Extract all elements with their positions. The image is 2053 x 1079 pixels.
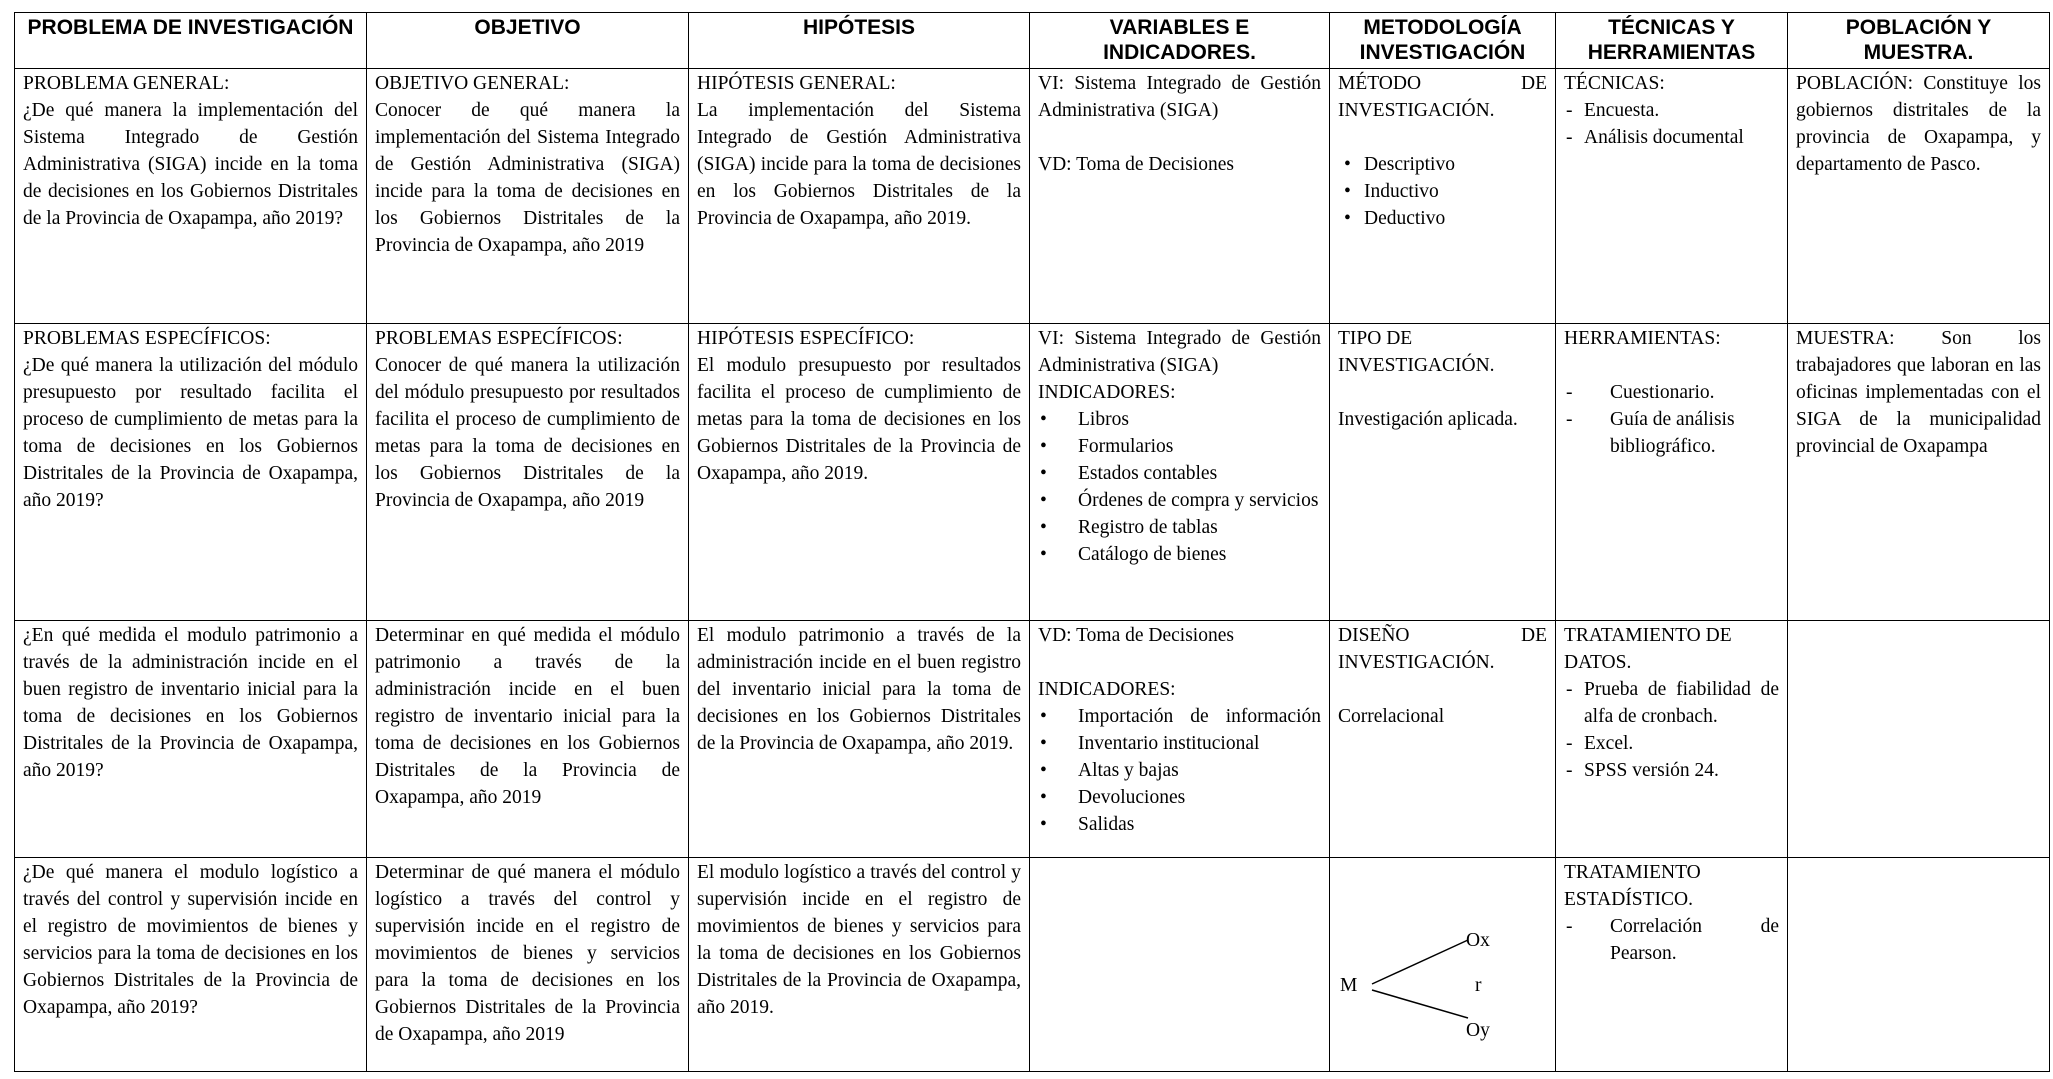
cell-variables-vi [1030,324,1330,621]
cell-text: ¿De qué manera el modulo logístico a través del control y supervisión incide en el registro de movimientos de bienes y servicios para la toma de decisiones en los Gobiernos Distritales de la Provincia de Oxapampa, año 2019? [23,862,358,1018]
cell-empty [1030,858,1330,1072]
cell-title: TÉCNICAS: [1564,73,1665,94]
cell-title: MÉTODO DE INVESTIGACIÓN. [1338,73,1547,121]
header-poblacion: POBLACIÓN Y MUESTRA. [1788,13,2050,69]
cell-title: HIPÓTESIS GENERAL: [697,73,896,94]
list-item: • Formularios [1038,433,1321,460]
diagram-label-ox: Ox [1466,930,1490,951]
cell-text: Correlacional [1338,706,1445,727]
cell-title: PROBLEMAS ESPECÍFICOS: [375,328,623,349]
cell-title: PROBLEMA GENERAL: [23,73,230,94]
diagram-lines [1338,877,1558,1067]
list-item: • Órdenes de compra y servicios [1038,487,1321,514]
cell-herramientas [1556,324,1788,621]
cell-title: INDICADORES: [1038,382,1176,403]
indicadores-list [1038,406,1321,568]
header-row [15,13,2050,69]
diagram-label-r: r [1475,975,1482,996]
cell-title: DISEÑO DE INVESTIGACIÓN. [1338,625,1547,673]
diagram-line-oy [1372,990,1468,1018]
cell-objetivo-4 [367,858,689,1072]
cell-title: INDICADORES: [1038,679,1176,700]
cell-text: POBLACIÓN: Constituye los gobiernos distritales de la provincia de Oxapampa, y departamento de Pasco. [1796,73,2041,175]
list-item: - Excel. [1564,730,1779,757]
cell-text: ¿De qué manera la implementación del Sistema Integrado de Gestión Administrativa (SIGA) incide en la toma de decisiones en los Gobiernos Distritales de la Provincia de Oxapampa, año 2019? [23,100,358,229]
list-item: - Prueba de fiabilidad de alfa de cronbach. [1564,676,1779,730]
cell-text: Determinar de qué manera el módulo logístico a través del control y supervisión incide en el registro de movimientos de bienes y servicios para la toma de decisiones en los Gobiernos Distritales de la Provincia de Oxapampa, año 2019 [375,862,680,1045]
list-item: • Altas y bajas [1038,757,1321,784]
cell-title: OBJETIVO GENERAL: [375,73,570,94]
list-item: • Salidas [1038,811,1321,838]
diagram-line-ox [1372,940,1468,984]
table-row [15,69,2050,324]
list-item: - Guía de análisis bibliográfico. [1564,406,1779,460]
cell-title: TRATAMIENTO DE DATOS. [1564,625,1732,673]
cell-metodo [1330,69,1556,324]
cell-title: TIPO DE INVESTIGACIÓN. [1338,328,1495,376]
cell-empty [1788,858,2050,1072]
tecnicas-list [1564,97,1779,151]
cell-text: El modulo logístico a través del control y supervisión incide en el registro de movimientos de bienes y servicios para la toma de decisiones en los Gobiernos Distritales de la Provincia de Oxapampa, año 2019. [697,862,1021,1018]
cell-problemas-especificos [15,324,367,621]
cell-title: HERRAMIENTAS: [1564,328,1721,349]
header-hipotesis: HIPÓTESIS [689,13,1030,69]
cell-title: TRATAMIENTO ESTADÍSTICO. [1564,862,1701,910]
table-row [15,324,2050,621]
cell-text: El modulo patrimonio a través de la administración incide en el buen registro del inventario inicial para la toma de decisiones en los Gobiernos Distritales de la Provincia de Oxapampa, año 2019. [697,625,1021,754]
cell-title: HIPÓTESIS ESPECÍFICO: [697,328,915,349]
variable-vd: VD: Toma de Decisiones [1038,154,1234,175]
cell-problema-4 [15,858,367,1072]
cell-objetivo-general [367,69,689,324]
list-item: - SPSS versión 24. [1564,757,1779,784]
cell-muestra [1788,324,2050,621]
list-item: • Inductivo [1338,178,1547,205]
tratamiento-list [1564,676,1779,784]
table-row [15,621,2050,858]
list-item: • Estados contables [1038,460,1321,487]
cell-text: Determinar en qué medida el módulo patrimonio a través de la administración incide en el buen registro de inventario inicial para la toma de decisiones en los Gobiernos Distritales de la Provincia de Oxapampa, año 2019 [375,625,680,808]
cell-tratamiento-estadistico [1556,858,1788,1072]
indicadores-list [1038,703,1321,838]
list-item: • Catálogo de bienes [1038,541,1321,568]
cell-variables [1030,69,1330,324]
list-item: - Cuestionario. [1564,379,1779,406]
cell-tratamiento-datos [1556,621,1788,858]
cell-text: Conocer de qué manera la implementación del Sistema Integrado de Gestión Administrativa (SIGA) incide para la toma de decisiones en los Gobiernos Distritales de la Provincia de Oxapampa, año 2019 [375,100,680,256]
list-item: • Devoluciones [1038,784,1321,811]
cell-hipotesis-4 [689,858,1030,1072]
list-item: • Libros [1038,406,1321,433]
cell-text: Conocer de qué manera la utilización del módulo presupuesto por resultados facilita el proceso de cumplimiento de metas para la toma de decisiones en los Gobiernos Distritales de la Provincia de Oxapampa, año 2019 [375,355,680,511]
variable-vi: VI: Sistema Integrado de Gestión Administrativa (SIGA) [1038,73,1321,121]
cell-text: Investigación aplicada. [1338,409,1518,430]
consistency-matrix-table [14,12,2050,1072]
estadistico-list [1564,913,1779,967]
cell-text: ¿De qué manera la utilización del módulo presupuesto por resultado facilita el proceso de cumplimiento de metas para la toma de decisiones en los Gobiernos Distritales de la Provincia de Oxapampa, año 2019? [23,355,358,511]
list-item: • Descriptivo [1338,151,1547,178]
metodo-list [1338,151,1547,232]
cell-text: ¿En qué medida el modulo patrimonio a través de la administración incide en el buen registro de inventario inicial para la toma de decisiones en los Gobiernos Distritales de la Provincia de Oxapampa, año 2019? [23,625,358,781]
cell-problema-3 [15,621,367,858]
list-item: - Análisis documental [1564,124,1779,151]
list-item: • Deductivo [1338,205,1547,232]
header-metodologia: METODOLOGÍA INVESTIGACIÓN [1330,13,1556,69]
cell-problema-general [15,69,367,324]
cell-text: La implementación del Sistema Integrado de Gestión Administrativa (SIGA) incide para la toma de decisiones en los Gobiernos Distritales de la Provincia de Oxapampa, año 2019. [697,100,1021,229]
list-item: • Registro de tablas [1038,514,1321,541]
correlation-diagram [1338,877,1558,1067]
cell-variables-vd [1030,621,1330,858]
list-item: • Importación de información [1038,703,1321,730]
cell-objetivos-especificos [367,324,689,621]
header-problema: PROBLEMA DE INVESTIGACIÓN [15,13,367,69]
cell-hipotesis-3 [689,621,1030,858]
cell-poblacion [1788,69,2050,324]
cell-diseno [1330,621,1556,858]
cell-objetivo-3 [367,621,689,858]
cell-hipotesis-especifico [689,324,1030,621]
cell-tipo [1330,324,1556,621]
variable-vi: VI: Sistema Integrado de Gestión Administrativa (SIGA) [1038,328,1321,376]
cell-text: El modulo presupuesto por resultados facilita el proceso de cumplimiento de metas para la toma de decisiones en los Gobiernos Distritales de la Provincia de Oxapampa, año 2019. [697,355,1021,484]
diagram-label-m: M [1340,975,1358,996]
cell-hipotesis-general [689,69,1030,324]
cell-text: MUESTRA: Son los trabajadores que laboran en las oficinas implementadas con el SIGA de la municipalidad provincial de Oxapampa [1796,328,2041,457]
header-variables: VARIABLES E INDICADORES. [1030,13,1330,69]
cell-title: PROBLEMAS ESPECÍFICOS: [23,328,271,349]
cell-empty [1788,621,2050,858]
list-item: - Correlación de Pearson. [1564,913,1779,967]
diagram-label-oy: Oy [1466,1020,1490,1041]
list-item: - Encuesta. [1564,97,1779,124]
variable-vd: VD: Toma de Decisiones [1038,625,1234,646]
header-objetivo: OBJETIVO [367,13,689,69]
cell-diagram [1330,858,1556,1072]
list-item: • Inventario institucional [1038,730,1321,757]
header-tecnicas: TÉCNICAS Y HERRAMIENTAS [1556,13,1788,69]
table-row [15,858,2050,1072]
cell-tecnicas [1556,69,1788,324]
herramientas-list [1564,379,1779,460]
